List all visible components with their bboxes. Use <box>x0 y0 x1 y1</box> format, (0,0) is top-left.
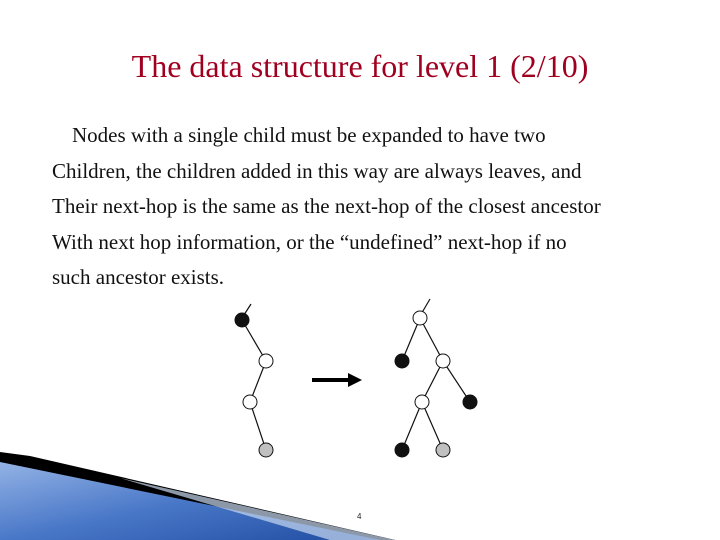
after-node-gray <box>436 443 450 457</box>
before-node-black <box>235 313 249 327</box>
body-line-1: Nodes with a single child must be expanded to have two <box>72 123 546 147</box>
after-node-white <box>413 311 427 325</box>
after-node-black <box>463 395 477 409</box>
after-node-black <box>395 443 409 457</box>
right-arrow-icon <box>312 373 362 387</box>
before-node-gray <box>259 443 273 457</box>
after-node-white <box>436 354 450 368</box>
after-tree <box>395 299 477 457</box>
after-edge-5 <box>402 402 422 450</box>
after-node-black <box>395 354 409 368</box>
before-node-white <box>243 395 257 409</box>
body-line-5: such ancestor exists. <box>52 265 225 289</box>
page-number: 4 <box>357 512 362 521</box>
after-edge-6 <box>422 402 443 450</box>
slide-title: The data structure for level 1 (2/10) <box>131 48 589 84</box>
before-tree <box>235 304 273 457</box>
before-edge-3 <box>250 402 266 450</box>
body-line-3: Their next-hop is the same as the next-hop of the closest ancestor <box>52 194 601 218</box>
body-line-4: With next hop information, or the “undefined” next-hop if no <box>52 229 567 254</box>
before-node-white <box>259 354 273 368</box>
body-line-2: Children, the children added in this way are always leaves, and <box>52 158 582 183</box>
after-node-white <box>415 395 429 409</box>
